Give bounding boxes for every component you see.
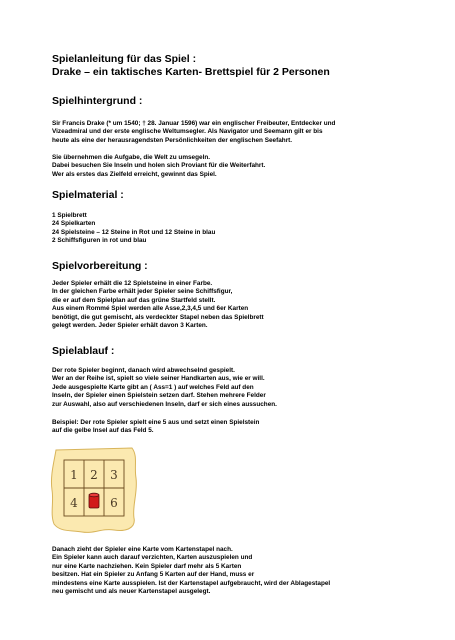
field-number-6: 6	[110, 496, 118, 510]
paragraph-example: Beispiel: Der rote Spieler spielt eine 5 aus und setzt einen Spielstein auf die gelbe Insel auf das Feld 5.	[52, 419, 260, 435]
paragraph-gameplay: Der rote Spieler beginnt, danach wird abwechselnd gespielt. Wer an der Reihe ist, spielt so viele seiner Handkarten aus, wie er will. Jede ausgespielte Karte gibt an ( Ass=1 ) auf welches Feld auf den Inseln, der Spieler einen Spielstein setzen darf. Stehen mehrere Felder zur Auswahl, also auf verschiedenen Inseln, darf er sich eines aussuchen.	[52, 367, 277, 408]
list-item: 2 Schiffsfiguren in rot und blau	[52, 237, 147, 245]
red-game-piece	[89, 493, 99, 508]
title-line-1: Spielanleitung für das Spiel :	[52, 53, 197, 65]
heading-spielvorbereitung: Spielvorbereitung :	[52, 260, 148, 272]
heading-spielhintergrund: Spielhintergrund :	[52, 95, 143, 107]
heading-spielmaterial: Spielmaterial :	[52, 189, 124, 201]
document-title	[52, 53, 330, 79]
list-item: 24 Spielsteine – 12 Steine in Rot und 12 Steine in blau	[52, 228, 216, 236]
list-item: 24 Spielkarten	[52, 220, 96, 228]
paragraph-goal: Sie übernehmen die Aufgabe, die Welt zu umsegeln. Dabei besuchen Sie Inseln und holen sich Proviant für die Weiterfahrt. Wer als erstes das Zielfeld erreicht, gewinnt das Spiel.	[52, 154, 266, 178]
title-line-2: Drake – ein taktisches Karten- Brettspiel für 2 Personen	[52, 66, 330, 78]
paragraph-drake-history: Sir Francis Drake (* um 1540; † 28. Januar 1596) war ein englischer Freibeuter, Entdecker und Vizeadmiral und der erste englische Weltumsegler. Als Navigator und Seemann gilt er bis heute als eine der herausragendsten Persönlichkeiten der englischen Seefahrt.	[52, 120, 336, 144]
field-number-2: 2	[90, 468, 98, 482]
paragraph-card-drawing: Danach zieht der Spieler eine Karte vom Kartenstapel nach. Ein Spieler kann auch darauf verzichten, Karten auszuspielen und nur eine Karte nachziehen. Kein Spieler darf mehr als 5 Karten besitzen. Hat ein Spieler zu Anfang 5 Karten auf der Hand, muss er mindestens eine Karte ausspielen. Ist der Kartenstapel aufgebraucht, wird der Ablagestapel neu gemischt und als neuer Kartenstapel ausgelegt.	[52, 546, 331, 596]
field-number-1: 1	[70, 468, 78, 482]
field-number-4: 4	[70, 496, 78, 510]
island-illustration	[48, 444, 140, 536]
field-number-3: 3	[110, 468, 118, 482]
list-item: 1 Spielbrett	[52, 212, 87, 219]
heading-spielablauf: Spielablauf :	[52, 345, 115, 357]
material-list	[52, 212, 215, 246]
paragraph-preparation: Jeder Spieler erhält die 12 Spielsteine in einer Farbe. In der gleichen Farbe erhält jeder Spieler seine Schiffsfigur, die er auf dem Spielplan auf das grüne Startfeld stellt. Aus einem Rommé Spiel werden alle Asse,2,3,4,5 und 6er Karten benötigt, die gut gemischt, als verdeckter Stapel neben das Spielbrett gelegt werden. Jeder Spieler erhält davon 3 Karten.	[52, 280, 264, 330]
